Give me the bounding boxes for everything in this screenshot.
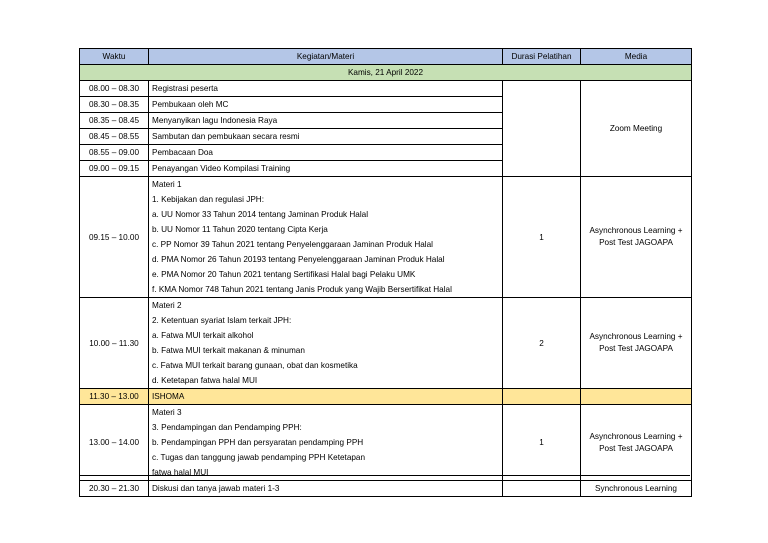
activity-line: Materi 1 (152, 180, 182, 189)
row-time: 10.00 – 11.30 (80, 298, 149, 389)
row-time: 08.45 – 08.55 (80, 129, 149, 145)
media-line: Asynchronous Learning + (589, 332, 683, 341)
activity-line: c. Tugas dan tanggung jawab pendamping PPH Ketetapan (152, 453, 366, 462)
row-activity: Menyanyikan lagu Indonesia Raya (149, 113, 503, 129)
footer-divider (80, 475, 690, 476)
row-activity: ISHOMA (149, 389, 503, 405)
row-media (581, 405, 692, 481)
row-media (581, 298, 692, 389)
media-line: Post Test JAGOAPA (599, 238, 673, 247)
session-row-3 (80, 405, 692, 481)
row-duration (503, 389, 581, 405)
row-time: 09.15 – 10.00 (80, 177, 149, 298)
activity-line: c. PP Nomor 39 Tahun 2021 tentang Penyelenggaraan Jaminan Produk Halal (152, 240, 433, 249)
header-time: Waktu (80, 49, 149, 65)
activity-line: Materi 3 (152, 408, 182, 417)
media-line: Asynchronous Learning + (589, 431, 683, 441)
row-activity: Sambutan dan pembukaan secara resmi (149, 129, 503, 145)
activity-line: b. UU Nomor 11 Tahun 2020 tentang Cipta Kerja (152, 225, 328, 234)
header-activity: Kegiatan/Materi (149, 49, 503, 65)
activity-line: c. Fatwa MUI terkait barang gunaan, obat dan kosmetika (152, 361, 358, 370)
opening-media: Zoom Meeting (581, 81, 692, 177)
row-duration: 1 (503, 177, 581, 298)
row-activity: Pembacaan Doa (149, 145, 503, 161)
activity-line: d. Ketetapan fatwa halal MUI (152, 376, 258, 385)
row-duration (503, 481, 581, 497)
activity-line: 2. Ketentuan syariat Islam terkait JPH: (152, 316, 292, 325)
activity-line: f. KMA Nomor 748 Tahun 2021 tentang Janis Produk yang Wajib Bersertifikat Halal (152, 285, 452, 294)
table-row (80, 81, 692, 97)
row-media: Synchronous Learning (581, 481, 692, 497)
session-row-2 (80, 298, 692, 389)
row-activity: Registrasi peserta (149, 81, 503, 97)
media-line: Asynchronous Learning + (589, 226, 683, 235)
row-time: 08.55 – 09.00 (80, 145, 149, 161)
header-media: Media (581, 49, 692, 65)
date-label: Kamis, 21 April 2022 (80, 65, 692, 81)
media-line: Post Test JAGOAPA (599, 443, 673, 453)
date-row (80, 65, 692, 81)
activity-line: a. Fatwa MUI terkait alkohol (152, 331, 254, 340)
activity-line: Materi 2 (152, 301, 182, 310)
activity-line: d. PMA Nomor 26 Tahun 20193 tentang Penyelenggaraan Jaminan Produk Halal (152, 255, 445, 264)
row-time: 08.35 – 08.45 (80, 113, 149, 129)
closing-row (80, 481, 692, 497)
header-row (80, 49, 692, 65)
row-activity: Diskusi dan tanya jawab materi 1-3 (149, 481, 503, 497)
activity-line: a. UU Nomor 33 Tahun 2014 tentang Jaminan Produk Halal (152, 210, 369, 219)
row-activity (149, 298, 503, 389)
schedule-table (79, 48, 692, 497)
opening-duration (503, 81, 581, 177)
row-time: 11.30 – 13.00 (80, 389, 149, 405)
row-media (581, 177, 692, 298)
row-activity (149, 405, 503, 481)
row-time: 20.30 – 21.30 (80, 481, 149, 497)
row-duration: 2 (503, 298, 581, 389)
activity-line: 3. Pendampingan dan Pendamping PPH: (152, 423, 302, 432)
row-activity: Pembukaan oleh MC (149, 97, 503, 113)
row-time: 09.00 – 09.15 (80, 161, 149, 177)
row-media (581, 389, 692, 405)
activity-line: 1. Kebijakan dan regulasi JPH: (152, 195, 264, 204)
activity-line: b. Fatwa MUI terkait makanan & minuman (152, 346, 305, 355)
row-time: 08.30 – 08.35 (80, 97, 149, 113)
row-activity (149, 177, 503, 298)
row-activity: Penayangan Video Kompilasi Training (149, 161, 503, 177)
activity-line: fatwa halal MUI (152, 468, 209, 477)
media-line: Post Test JAGOAPA (599, 344, 673, 353)
row-time: 13.00 – 14.00 (80, 405, 149, 481)
session-row-1 (80, 177, 692, 298)
activity-line: e. PMA Nomor 20 Tahun 2021 tentang Sertifikasi Halal bagi Pelaku UMK (152, 270, 416, 279)
activity-line: b. Pendampingan PPH dan persyaratan pendamping PPH (152, 438, 364, 447)
row-duration: 1 (503, 405, 581, 481)
header-duration: Durasi Pelatihan (503, 49, 581, 65)
break-row (80, 389, 692, 405)
row-time: 08.00 – 08.30 (80, 81, 149, 97)
